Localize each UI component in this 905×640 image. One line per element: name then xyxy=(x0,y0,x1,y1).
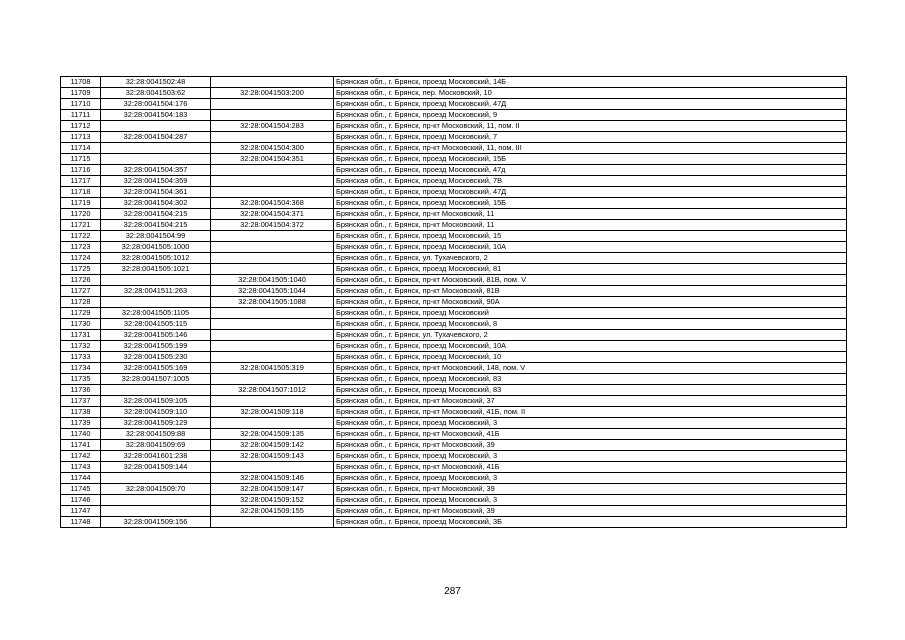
address-cell: Брянская обл., г. Брянск, проезд Московский, 83 xyxy=(334,385,847,396)
row-number-cell: 11725 xyxy=(61,264,101,275)
cadastral-number-cell: 32:28:0041509:69 xyxy=(101,440,211,451)
address-cell: Брянская обл., г. Брянск, пр-кт Московский, 39 xyxy=(334,484,847,495)
address-cell: Брянская обл., г. Брянск, пр-кт Московский, 39 xyxy=(334,506,847,517)
cadastral-number-cell: 32:28:0041505:1021 xyxy=(101,264,211,275)
cadastral-number-2-cell xyxy=(211,352,334,363)
table-row xyxy=(61,385,847,396)
cadastral-number-2-cell: 32:28:0041509:146 xyxy=(211,473,334,484)
cadastral-number-2-cell xyxy=(211,132,334,143)
cadastral-number-cell: 32:28:0041502:48 xyxy=(101,77,211,88)
address-cell: Брянская обл., г. Брянск, пр-кт Московский, 81В xyxy=(334,286,847,297)
table-row xyxy=(61,242,847,253)
table-row xyxy=(61,220,847,231)
cadastral-number-cell: 32:28:0041504:361 xyxy=(101,187,211,198)
table-row xyxy=(61,77,847,88)
address-cell: Брянская обл., г. Брянск, ул. Тухачевского, 2 xyxy=(334,330,847,341)
table-body xyxy=(61,77,847,528)
cadastral-table xyxy=(60,76,847,528)
table-row xyxy=(61,176,847,187)
row-number-cell: 11711 xyxy=(61,110,101,121)
cadastral-number-2-cell xyxy=(211,165,334,176)
row-number-cell: 11729 xyxy=(61,308,101,319)
row-number-cell: 11732 xyxy=(61,341,101,352)
row-number-cell: 11713 xyxy=(61,132,101,143)
address-cell: Брянская обл., г. Брянск, пр-кт Московский, 90А xyxy=(334,297,847,308)
row-number-cell: 11742 xyxy=(61,451,101,462)
address-cell: Брянская обл., г. Брянск, проезд Московский, 7В xyxy=(334,176,847,187)
cadastral-number-cell: 32:28:0041505:115 xyxy=(101,319,211,330)
address-cell: Брянская обл., г. Брянск, проезд Московский, 8 xyxy=(334,319,847,330)
cadastral-number-cell: 32:28:0041511:263 xyxy=(101,286,211,297)
table-row xyxy=(61,341,847,352)
cadastral-number-2-cell: 32:28:0041509:135 xyxy=(211,429,334,440)
cadastral-number-cell: 32:28:0041505:146 xyxy=(101,330,211,341)
address-cell: Брянская обл., г. Брянск, проезд Московский, 10 xyxy=(334,352,847,363)
cadastral-number-2-cell: 32:28:0041504:371 xyxy=(211,209,334,220)
cadastral-number-2-cell xyxy=(211,99,334,110)
row-number-cell: 11744 xyxy=(61,473,101,484)
cadastral-number-2-cell xyxy=(211,462,334,473)
row-number-cell: 11724 xyxy=(61,253,101,264)
cadastral-number-2-cell: 32:28:0041504:368 xyxy=(211,198,334,209)
table-row xyxy=(61,506,847,517)
cadastral-number-cell: 32:28:0041504:183 xyxy=(101,110,211,121)
cadastral-number-2-cell xyxy=(211,187,334,198)
cadastral-number-2-cell xyxy=(211,308,334,319)
cadastral-number-cell: 32:28:0041505:1012 xyxy=(101,253,211,264)
cadastral-number-cell: 32:28:0041505:1105 xyxy=(101,308,211,319)
address-cell: Брянская обл., г. Брянск, пр-кт Московский, 41Б xyxy=(334,462,847,473)
table-row xyxy=(61,286,847,297)
row-number-cell: 11746 xyxy=(61,495,101,506)
cadastral-number-cell: 32:28:0041509:129 xyxy=(101,418,211,429)
address-cell: Брянская обл., г. Брянск, пр-кт Московский, 148, пом. V xyxy=(334,363,847,374)
cadastral-number-cell xyxy=(101,275,211,286)
cadastral-number-2-cell: 32:28:0041509:147 xyxy=(211,484,334,495)
table-row xyxy=(61,363,847,374)
table-row xyxy=(61,154,847,165)
row-number-cell: 11728 xyxy=(61,297,101,308)
cadastral-number-cell xyxy=(101,506,211,517)
cadastral-number-2-cell xyxy=(211,374,334,385)
table-row xyxy=(61,198,847,209)
row-number-cell: 11731 xyxy=(61,330,101,341)
cadastral-number-cell: 32:28:0041504:99 xyxy=(101,231,211,242)
cadastral-number-2-cell xyxy=(211,319,334,330)
cadastral-number-cell xyxy=(101,143,211,154)
cadastral-number-cell: 32:28:0041504:287 xyxy=(101,132,211,143)
table-row xyxy=(61,99,847,110)
table-row xyxy=(61,495,847,506)
cadastral-number-2-cell: 32:28:0041505:319 xyxy=(211,363,334,374)
address-cell: Брянская обл., г. Брянск, проезд Московский, 9 xyxy=(334,110,847,121)
cadastral-number-2-cell: 32:28:0041507:1012 xyxy=(211,385,334,396)
row-number-cell: 11733 xyxy=(61,352,101,363)
cadastral-number-2-cell xyxy=(211,418,334,429)
row-number-cell: 11740 xyxy=(61,429,101,440)
cadastral-number-2-cell: 32:28:0041509:155 xyxy=(211,506,334,517)
cadastral-number-cell: 32:28:0041509:110 xyxy=(101,407,211,418)
cadastral-number-2-cell: 32:28:0041504:351 xyxy=(211,154,334,165)
address-cell: Брянская обл., г. Брянск, пр-кт Московский, 41Б, пом. II xyxy=(334,407,847,418)
cadastral-number-2-cell xyxy=(211,110,334,121)
address-cell: Брянская обл., г. Брянск, проезд Московский, 15Б xyxy=(334,154,847,165)
address-cell: Брянская обл., г. Брянск, пр-кт Московский, 39 xyxy=(334,440,847,451)
table-row xyxy=(61,297,847,308)
cadastral-number-2-cell: 32:28:0041504:372 xyxy=(211,220,334,231)
row-number-cell: 11720 xyxy=(61,209,101,220)
cadastral-number-cell: 32:28:0041504:357 xyxy=(101,165,211,176)
table-row xyxy=(61,253,847,264)
table-row xyxy=(61,264,847,275)
table-row xyxy=(61,451,847,462)
row-number-cell: 11715 xyxy=(61,154,101,165)
row-number-cell: 11738 xyxy=(61,407,101,418)
table-row xyxy=(61,165,847,176)
address-cell: Брянская обл., г. Брянск, проезд Московский, 3 xyxy=(334,418,847,429)
table-row xyxy=(61,462,847,473)
address-cell: Брянская обл., г. Брянск, проезд Московский, 3Б xyxy=(334,517,847,528)
cadastral-number-cell: 32:28:0041505:1000 xyxy=(101,242,211,253)
row-number-cell: 11714 xyxy=(61,143,101,154)
cadastral-number-2-cell xyxy=(211,253,334,264)
cadastral-number-cell xyxy=(101,385,211,396)
row-number-cell: 11730 xyxy=(61,319,101,330)
cadastral-number-cell xyxy=(101,473,211,484)
row-number-cell: 11709 xyxy=(61,88,101,99)
table-row xyxy=(61,231,847,242)
cadastral-number-cell: 32:28:0041509:105 xyxy=(101,396,211,407)
cadastral-number-2-cell xyxy=(211,396,334,407)
row-number-cell: 11718 xyxy=(61,187,101,198)
table-row xyxy=(61,473,847,484)
row-number-cell: 11717 xyxy=(61,176,101,187)
table-row xyxy=(61,517,847,528)
table-row xyxy=(61,209,847,220)
row-number-cell: 11710 xyxy=(61,99,101,110)
cadastral-number-2-cell: 32:28:0041505:1040 xyxy=(211,275,334,286)
address-cell: Брянская обл., г. Брянск, ул. Тухачевского, 2 xyxy=(334,253,847,264)
row-number-cell: 11716 xyxy=(61,165,101,176)
cadastral-number-2-cell xyxy=(211,242,334,253)
table-row xyxy=(61,407,847,418)
row-number-cell: 11721 xyxy=(61,220,101,231)
table-row xyxy=(61,110,847,121)
cadastral-number-2-cell xyxy=(211,264,334,275)
cadastral-number-2-cell: 32:28:0041503:200 xyxy=(211,88,334,99)
cadastral-number-cell: 32:28:0041505:199 xyxy=(101,341,211,352)
address-cell: Брянская обл., г. Брянск, проезд Московский, 3 xyxy=(334,451,847,462)
cadastral-number-cell: 32:28:0041509:70 xyxy=(101,484,211,495)
address-cell: Брянская обл., г. Брянск, пр-кт Московский, 37 xyxy=(334,396,847,407)
address-cell: Брянская обл., г. Брянск, проезд Московский, 81 xyxy=(334,264,847,275)
cadastral-number-cell: 32:28:0041504:215 xyxy=(101,220,211,231)
row-number-cell: 11745 xyxy=(61,484,101,495)
address-cell: Брянская обл., г. Брянск, проезд Московский, 15 xyxy=(334,231,847,242)
cadastral-number-cell xyxy=(101,297,211,308)
row-number-cell: 11734 xyxy=(61,363,101,374)
row-number-cell: 11722 xyxy=(61,231,101,242)
cadastral-number-cell: 32:28:0041601:238 xyxy=(101,451,211,462)
cadastral-number-2-cell: 32:28:0041509:142 xyxy=(211,440,334,451)
address-cell: Брянская обл., г. Брянск, пр-кт Московский, 11, пом. III xyxy=(334,143,847,154)
cadastral-number-2-cell xyxy=(211,231,334,242)
table-row xyxy=(61,88,847,99)
address-cell: Брянская обл., г. Брянск, проезд Московский, 14Б xyxy=(334,77,847,88)
cadastral-number-2-cell: 32:28:0041505:1044 xyxy=(211,286,334,297)
address-cell: Брянская обл., г. Брянск, проезд Московский, 10А xyxy=(334,242,847,253)
cadastral-number-2-cell xyxy=(211,517,334,528)
row-number-cell: 11747 xyxy=(61,506,101,517)
row-number-cell: 11739 xyxy=(61,418,101,429)
cadastral-number-2-cell xyxy=(211,330,334,341)
cadastral-number-2-cell: 32:28:0041509:143 xyxy=(211,451,334,462)
cadastral-number-cell: 32:28:0041504:176 xyxy=(101,99,211,110)
cadastral-number-cell xyxy=(101,121,211,132)
cadastral-number-cell: 32:28:0041507:1005 xyxy=(101,374,211,385)
row-number-cell: 11741 xyxy=(61,440,101,451)
address-cell: Брянская обл., г. Брянск, пр-кт Московский, 81В, пом. V xyxy=(334,275,847,286)
cadastral-number-cell: 32:28:0041504:302 xyxy=(101,198,211,209)
table-row xyxy=(61,187,847,198)
table-row xyxy=(61,275,847,286)
address-cell: Брянская обл., г. Брянск, пр-кт Московский, 11 xyxy=(334,220,847,231)
cadastral-number-cell: 32:28:0041509:88 xyxy=(101,429,211,440)
table-row xyxy=(61,330,847,341)
table-row xyxy=(61,143,847,154)
cadastral-number-cell: 32:28:0041509:156 xyxy=(101,517,211,528)
row-number-cell: 11748 xyxy=(61,517,101,528)
table-row xyxy=(61,440,847,451)
address-cell: Брянская обл., г. Брянск, пр-кт Московский, 11 xyxy=(334,209,847,220)
row-number-cell: 11736 xyxy=(61,385,101,396)
cadastral-number-2-cell: 32:28:0041509:152 xyxy=(211,495,334,506)
cadastral-number-2-cell xyxy=(211,176,334,187)
table-row xyxy=(61,132,847,143)
row-number-cell: 11727 xyxy=(61,286,101,297)
address-cell: Брянская обл., г. Брянск, проезд Московский, 47Д xyxy=(334,99,847,110)
cadastral-number-2-cell: 32:28:0041504:300 xyxy=(211,143,334,154)
cadastral-number-cell: 32:28:0041505:230 xyxy=(101,352,211,363)
table-row xyxy=(61,352,847,363)
table-row xyxy=(61,484,847,495)
address-cell: Брянская обл., г. Брянск, проезд Московский, 3 xyxy=(334,495,847,506)
table-row xyxy=(61,308,847,319)
table-row xyxy=(61,429,847,440)
page-number: 287 xyxy=(444,586,461,597)
address-cell: Брянская обл., г. Брянск, пр-кт Московский, 11, пом. II xyxy=(334,121,847,132)
row-number-cell: 11719 xyxy=(61,198,101,209)
address-cell: Брянская обл., г. Брянск, проезд Московский, 83 xyxy=(334,374,847,385)
cadastral-number-2-cell xyxy=(211,77,334,88)
row-number-cell: 11735 xyxy=(61,374,101,385)
row-number-cell: 11743 xyxy=(61,462,101,473)
cadastral-number-cell xyxy=(101,495,211,506)
table-row xyxy=(61,396,847,407)
address-cell: Брянская обл., г. Брянск, пр-кт Московский, 41Б xyxy=(334,429,847,440)
cadastral-number-cell xyxy=(101,154,211,165)
table-row xyxy=(61,121,847,132)
cadastral-number-2-cell: 32:28:0041504:283 xyxy=(211,121,334,132)
address-cell: Брянская обл., г. Брянск, проезд Московский, 47Д xyxy=(334,187,847,198)
row-number-cell: 11726 xyxy=(61,275,101,286)
address-cell: Брянская обл., г. Брянск, проезд Московский xyxy=(334,308,847,319)
cadastral-number-2-cell: 32:28:0041509:118 xyxy=(211,407,334,418)
cadastral-number-2-cell: 32:28:0041505:1088 xyxy=(211,297,334,308)
cadastral-number-cell: 32:28:0041504:215 xyxy=(101,209,211,220)
cadastral-number-cell: 32:28:0041504:359 xyxy=(101,176,211,187)
address-cell: Брянская обл., г. Брянск, проезд Московский, 3 xyxy=(334,473,847,484)
address-cell: Брянская обл., г. Брянск, проезд Московский, 15Б xyxy=(334,198,847,209)
row-number-cell: 11723 xyxy=(61,242,101,253)
row-number-cell: 11708 xyxy=(61,77,101,88)
table-row xyxy=(61,319,847,330)
address-cell: Брянская обл., г. Брянск, проезд Московский, 7 xyxy=(334,132,847,143)
address-cell: Брянская обл., г. Брянск, проезд Московский, 47д xyxy=(334,165,847,176)
cadastral-number-cell: 32:28:0041509:144 xyxy=(101,462,211,473)
table-row xyxy=(61,374,847,385)
table-row xyxy=(61,418,847,429)
cadastral-number-cell: 32:28:0041503:62 xyxy=(101,88,211,99)
cadastral-number-cell: 32:28:0041505:169 xyxy=(101,363,211,374)
row-number-cell: 11737 xyxy=(61,396,101,407)
row-number-cell: 11712 xyxy=(61,121,101,132)
address-cell: Брянская обл., г. Брянск, пер. Московский, 10 xyxy=(334,88,847,99)
cadastral-number-2-cell xyxy=(211,341,334,352)
address-cell: Брянская обл., г. Брянск, проезд Московский, 10А xyxy=(334,341,847,352)
